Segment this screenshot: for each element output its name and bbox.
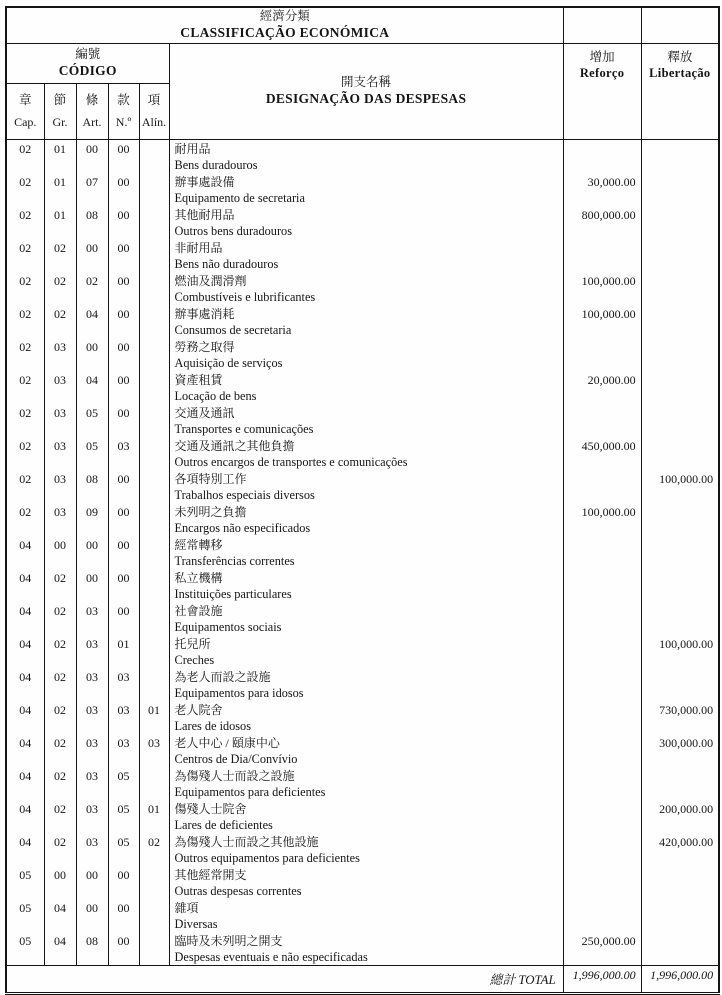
code-gr: 02 xyxy=(44,701,76,734)
code-n: 00 xyxy=(108,173,139,206)
designation-pt: Encargos não especificados xyxy=(174,520,311,535)
libertacao-amount xyxy=(641,767,719,800)
designation-zh: 勞務之取得 xyxy=(174,339,235,354)
table-row xyxy=(6,239,719,272)
designation-zh: 未列明之負擔 xyxy=(174,504,247,519)
designation-cell xyxy=(169,866,563,899)
code-gr: 03 xyxy=(44,470,76,503)
code-n: 00 xyxy=(108,338,139,371)
code-alin xyxy=(139,206,169,239)
designation-cell xyxy=(169,470,563,503)
title-zh: 經濟分類 xyxy=(259,9,310,24)
reforco-amount xyxy=(563,239,641,272)
designation-pt: Bens duradouros xyxy=(174,157,258,172)
code-gr: 03 xyxy=(44,338,76,371)
code-art: 04 xyxy=(76,371,108,404)
table-row xyxy=(6,635,719,668)
code-gr: 02 xyxy=(44,569,76,602)
code-n: 00 xyxy=(108,239,139,272)
code-n: 00 xyxy=(108,503,139,536)
libertacao-amount xyxy=(641,866,719,899)
designation-cell xyxy=(169,833,563,866)
code-art: 03 xyxy=(76,833,108,866)
code-cap: 02 xyxy=(6,437,44,470)
table-row xyxy=(6,668,719,701)
libertacao-amount: 200,000.00 xyxy=(641,800,719,833)
code-alin: 02 xyxy=(139,833,169,866)
code-cap: 02 xyxy=(6,404,44,437)
code-cap: 04 xyxy=(6,734,44,767)
code-alin xyxy=(139,635,169,668)
designation-pt: Equipamentos para deficientes xyxy=(174,784,326,799)
table-row xyxy=(6,800,719,833)
code-gr: 02 xyxy=(44,602,76,635)
designation-zh: 托兒所 xyxy=(174,636,211,651)
libertacao-amount xyxy=(641,206,719,239)
designation-cell xyxy=(169,635,563,668)
libertacao-amount xyxy=(641,371,719,404)
designation-pt: Outros encargos de transportes e comunicações xyxy=(174,454,408,469)
code-n: 00 xyxy=(108,206,139,239)
designation-zh: 老人中心 / 頤康中心 xyxy=(174,735,280,750)
code-gr: 04 xyxy=(44,932,76,966)
reforco-amount xyxy=(563,569,641,602)
designation-pt: Diversas xyxy=(174,916,218,931)
code-alin xyxy=(139,139,169,173)
code-cap: 02 xyxy=(6,239,44,272)
designation-cell xyxy=(169,206,563,239)
code-n: 00 xyxy=(108,602,139,635)
code-cap: 02 xyxy=(6,139,44,173)
reforco-amount xyxy=(563,701,641,734)
designation-zh: 臨時及未列明之開支 xyxy=(174,933,283,948)
code-art: 02 xyxy=(76,272,108,305)
libertacao-amount: 420,000.00 xyxy=(641,833,719,866)
designation-cell xyxy=(169,932,563,966)
designation-pt: Instituições particulares xyxy=(174,586,292,601)
code-art: 03 xyxy=(76,800,108,833)
libertacao-header: 釋放 Libertação xyxy=(641,43,719,139)
designation-zh: 各項特別工作 xyxy=(174,471,247,486)
libertacao-amount: 730,000.00 xyxy=(641,701,719,734)
table-body xyxy=(6,139,719,965)
table-row xyxy=(6,701,719,734)
codigo-group-header: 編號 CÓDIGO xyxy=(6,43,169,83)
code-gr: 02 xyxy=(44,635,76,668)
table-row xyxy=(6,932,719,966)
libertacao-amount: 300,000.00 xyxy=(641,734,719,767)
code-n: 00 xyxy=(108,404,139,437)
total-libertacao: 1,996,000.00 xyxy=(641,965,719,993)
reforco-amount xyxy=(563,734,641,767)
table-row xyxy=(6,206,719,239)
code-alin xyxy=(139,173,169,206)
reforco-amount: 30,000.00 xyxy=(563,173,641,206)
designation-zh: 燃油及潤滑劑 xyxy=(174,273,247,288)
libertacao-amount: 100,000.00 xyxy=(641,635,719,668)
reforco-amount xyxy=(563,767,641,800)
code-n: 05 xyxy=(108,833,139,866)
reforco-amount xyxy=(563,668,641,701)
designation-cell xyxy=(169,239,563,272)
table-row xyxy=(6,470,719,503)
code-gr: 02 xyxy=(44,239,76,272)
designation-cell xyxy=(169,371,563,404)
table-row xyxy=(6,602,719,635)
code-art: 03 xyxy=(76,701,108,734)
reforco-amount: 20,000.00 xyxy=(563,371,641,404)
designation-cell xyxy=(169,173,563,206)
code-cap: 04 xyxy=(6,635,44,668)
libertacao-amount xyxy=(641,139,719,173)
designation-pt: Locação de bens xyxy=(174,388,257,403)
code-gr: 01 xyxy=(44,206,76,239)
code-art: 00 xyxy=(76,239,108,272)
code-alin xyxy=(139,536,169,569)
designation-zh: 非耐用品 xyxy=(174,240,223,255)
designation-cell xyxy=(169,800,563,833)
libertacao-amount xyxy=(641,239,719,272)
code-art: 03 xyxy=(76,602,108,635)
table-row xyxy=(6,338,719,371)
code-art: 03 xyxy=(76,635,108,668)
code-gr: 02 xyxy=(44,668,76,701)
code-n: 00 xyxy=(108,932,139,966)
designation-pt: Consumos de secretaria xyxy=(174,322,292,337)
code-alin xyxy=(139,338,169,371)
code-n: 05 xyxy=(108,800,139,833)
code-alin xyxy=(139,899,169,932)
designation-pt: Lares de idosos xyxy=(174,718,251,733)
code-cap: 04 xyxy=(6,536,44,569)
designation-cell xyxy=(169,437,563,470)
code-gr: 04 xyxy=(44,899,76,932)
table-row xyxy=(6,833,719,866)
reforco-amount xyxy=(563,602,641,635)
code-alin xyxy=(139,239,169,272)
code-art: 03 xyxy=(76,734,108,767)
designation-zh: 雜項 xyxy=(174,900,199,915)
designation-zh: 老人院舍 xyxy=(174,702,223,717)
code-gr: 03 xyxy=(44,437,76,470)
designation-zh: 傷殘人士院舍 xyxy=(174,801,247,816)
code-art: 03 xyxy=(76,668,108,701)
table-row xyxy=(6,437,719,470)
code-gr: 02 xyxy=(44,272,76,305)
code-n: 00 xyxy=(108,305,139,338)
code-cap: 02 xyxy=(6,470,44,503)
code-n: 00 xyxy=(108,272,139,305)
designation-zh: 社會設施 xyxy=(174,603,223,618)
code-gr: 02 xyxy=(44,734,76,767)
reforco-amount xyxy=(563,635,641,668)
designation-cell xyxy=(169,404,563,437)
designation-pt: Outros bens duradouros xyxy=(174,223,292,238)
designation-zh: 私立機構 xyxy=(174,570,223,585)
designation-zh: 為老人而設之設施 xyxy=(174,669,271,684)
title-pt: CLASSIFICAÇÃO ECONÓMICA xyxy=(180,25,390,41)
reforco-amount xyxy=(563,833,641,866)
code-art: 07 xyxy=(76,173,108,206)
table-row xyxy=(6,536,719,569)
designation-pt: Transportes e comunicações xyxy=(174,421,314,436)
code-alin xyxy=(139,470,169,503)
designation-zh: 經常轉移 xyxy=(174,537,223,552)
code-n: 00 xyxy=(108,139,139,173)
code-n: 00 xyxy=(108,866,139,899)
group-header-row xyxy=(6,43,719,83)
code-art: 05 xyxy=(76,404,108,437)
designation-cell xyxy=(169,139,563,173)
code-alin xyxy=(139,932,169,966)
designation-pt: Creches xyxy=(174,652,215,667)
table-row xyxy=(6,503,719,536)
code-art: 00 xyxy=(76,536,108,569)
code-art: 00 xyxy=(76,139,108,173)
code-art: 00 xyxy=(76,569,108,602)
designation-pt: Equipamento de secretaria xyxy=(174,190,305,205)
libertacao-amount xyxy=(641,305,719,338)
libertacao-header-spacer xyxy=(641,7,719,43)
designation-cell xyxy=(169,338,563,371)
code-art: 00 xyxy=(76,866,108,899)
libertacao-amount xyxy=(641,173,719,206)
designation-cell xyxy=(169,734,563,767)
code-n: 03 xyxy=(108,668,139,701)
table-row xyxy=(6,272,719,305)
table-row xyxy=(6,173,719,206)
code-cap: 04 xyxy=(6,668,44,701)
designation-cell xyxy=(169,272,563,305)
code-alin xyxy=(139,404,169,437)
total-label: 總計 TOTAL xyxy=(6,965,563,993)
designation-cell xyxy=(169,536,563,569)
code-n: 03 xyxy=(108,437,139,470)
reforco-amount: 800,000.00 xyxy=(563,206,641,239)
reforco-header: 增加 Reforço xyxy=(563,43,641,139)
economic-classification-table xyxy=(5,6,720,995)
code-n: 00 xyxy=(108,470,139,503)
designation-pt: Centros de Dia/Convívio xyxy=(174,751,298,766)
designation-pt: Aquisição de serviços xyxy=(174,355,283,370)
designation-zh: 資產租賃 xyxy=(174,372,223,387)
code-n: 03 xyxy=(108,734,139,767)
code-alin xyxy=(139,866,169,899)
designation-cell xyxy=(169,899,563,932)
code-cap: 04 xyxy=(6,767,44,800)
libertacao-amount xyxy=(641,503,719,536)
designation-cell xyxy=(169,305,563,338)
designation-zh: 為傷殘人士而設之設施 xyxy=(174,768,295,783)
reforco-amount: 100,000.00 xyxy=(563,272,641,305)
code-alin xyxy=(139,569,169,602)
col-header-art: 條 Art. xyxy=(76,83,108,139)
code-art: 00 xyxy=(76,338,108,371)
designation-zh: 交通及通訊 xyxy=(174,405,235,420)
table-row xyxy=(6,767,719,800)
designation-pt: Equipamentos sociais xyxy=(174,619,282,634)
col-header-alin: 項 Alín. xyxy=(139,83,169,139)
designation-cell xyxy=(169,602,563,635)
code-gr: 02 xyxy=(44,833,76,866)
col-header-n: 款 N.º xyxy=(108,83,139,139)
code-cap: 02 xyxy=(6,173,44,206)
libertacao-amount: 100,000.00 xyxy=(641,470,719,503)
libertacao-amount xyxy=(641,338,719,371)
code-cap: 04 xyxy=(6,569,44,602)
designation-zh: 耐用品 xyxy=(174,141,211,156)
col-header-gr: 節 Gr. xyxy=(44,83,76,139)
code-gr: 02 xyxy=(44,767,76,800)
reforco-amount xyxy=(563,139,641,173)
designation-pt: Outras despesas correntes xyxy=(174,883,302,898)
designation-zh: 其他耐用品 xyxy=(174,207,235,222)
code-alin xyxy=(139,371,169,404)
code-n: 00 xyxy=(108,899,139,932)
designation-pt: Despesas eventuais e não especificadas xyxy=(174,949,368,964)
table-row xyxy=(6,371,719,404)
reforco-amount xyxy=(563,536,641,569)
code-art: 05 xyxy=(76,437,108,470)
code-gr: 00 xyxy=(44,536,76,569)
libertacao-amount xyxy=(641,602,719,635)
libertacao-amount xyxy=(641,272,719,305)
code-gr: 03 xyxy=(44,404,76,437)
code-alin: 01 xyxy=(139,800,169,833)
libertacao-amount xyxy=(641,569,719,602)
reforco-amount xyxy=(563,404,641,437)
code-cap: 05 xyxy=(6,866,44,899)
code-alin xyxy=(139,602,169,635)
designation-cell xyxy=(169,569,563,602)
designation-zh: 為傷殘人士而設之其他設施 xyxy=(174,834,319,849)
table-row xyxy=(6,899,719,932)
reforco-amount: 100,000.00 xyxy=(563,503,641,536)
reforco-amount: 250,000.00 xyxy=(563,932,641,966)
table-header xyxy=(6,7,719,139)
code-cap: 02 xyxy=(6,206,44,239)
designation-zh: 辦事處消耗 xyxy=(174,306,235,321)
code-art: 08 xyxy=(76,206,108,239)
code-cap: 02 xyxy=(6,503,44,536)
code-alin xyxy=(139,668,169,701)
designation-cell xyxy=(169,668,563,701)
title-row xyxy=(6,7,719,43)
table-row xyxy=(6,734,719,767)
libertacao-amount xyxy=(641,536,719,569)
code-cap: 02 xyxy=(6,338,44,371)
table-row xyxy=(6,404,719,437)
code-art: 03 xyxy=(76,767,108,800)
table-row xyxy=(6,139,719,173)
designation-cell xyxy=(169,767,563,800)
code-alin xyxy=(139,437,169,470)
col-header-cap: 章 Cap. xyxy=(6,83,44,139)
code-n: 05 xyxy=(108,767,139,800)
code-art: 08 xyxy=(76,932,108,966)
code-cap: 02 xyxy=(6,305,44,338)
libertacao-amount xyxy=(641,668,719,701)
designation-pt: Combustíveis e lubrificantes xyxy=(174,289,316,304)
code-art: 09 xyxy=(76,503,108,536)
reforco-amount xyxy=(563,338,641,371)
designation-zh: 其他經常開支 xyxy=(174,867,247,882)
designation-pt: Outros equipamentos para deficientes xyxy=(174,850,360,865)
code-art: 04 xyxy=(76,305,108,338)
reforco-amount xyxy=(563,470,641,503)
code-cap: 04 xyxy=(6,602,44,635)
designation-header: 開支名稱 DESIGNAÇÃO DAS DESPESAS xyxy=(169,43,563,139)
libertacao-amount xyxy=(641,932,719,966)
code-cap: 04 xyxy=(6,833,44,866)
designation-zh: 辦事處設備 xyxy=(174,174,235,189)
code-gr: 03 xyxy=(44,371,76,404)
reforco-amount: 450,000.00 xyxy=(563,437,641,470)
code-cap: 02 xyxy=(6,272,44,305)
designation-zh: 交通及通訊之其他負擔 xyxy=(174,438,295,453)
table-footer xyxy=(6,965,719,993)
libertacao-amount xyxy=(641,437,719,470)
code-alin xyxy=(139,767,169,800)
code-alin: 01 xyxy=(139,701,169,734)
reforco-amount xyxy=(563,800,641,833)
total-row xyxy=(6,965,719,993)
code-alin: 03 xyxy=(139,734,169,767)
code-art: 08 xyxy=(76,470,108,503)
designation-pt: Equipamentos para idosos xyxy=(174,685,304,700)
code-cap: 04 xyxy=(6,701,44,734)
reforco-header-spacer xyxy=(563,7,641,43)
table-row xyxy=(6,569,719,602)
designation-pt: Trabalhos especiais diversos xyxy=(174,487,315,502)
table-title xyxy=(6,7,563,43)
code-cap: 04 xyxy=(6,800,44,833)
reforco-amount xyxy=(563,899,641,932)
code-n: 00 xyxy=(108,371,139,404)
code-n: 01 xyxy=(108,635,139,668)
code-art: 00 xyxy=(76,899,108,932)
designation-pt: Bens não duradouros xyxy=(174,256,279,271)
code-gr: 02 xyxy=(44,800,76,833)
table-row xyxy=(6,305,719,338)
code-cap: 02 xyxy=(6,371,44,404)
code-n: 00 xyxy=(108,536,139,569)
reforco-amount xyxy=(563,866,641,899)
code-gr: 01 xyxy=(44,173,76,206)
code-gr: 02 xyxy=(44,305,76,338)
code-alin xyxy=(139,305,169,338)
designation-cell xyxy=(169,503,563,536)
libertacao-amount xyxy=(641,404,719,437)
table-row xyxy=(6,866,719,899)
reforco-amount: 100,000.00 xyxy=(563,305,641,338)
code-gr: 03 xyxy=(44,503,76,536)
code-cap: 05 xyxy=(6,932,44,966)
total-reforco: 1,996,000.00 xyxy=(563,965,641,993)
code-cap: 05 xyxy=(6,899,44,932)
libertacao-amount xyxy=(641,899,719,932)
code-gr: 00 xyxy=(44,866,76,899)
designation-pt: Transferências correntes xyxy=(174,553,295,568)
designation-pt: Lares de deficientes xyxy=(174,817,273,832)
code-n: 03 xyxy=(108,701,139,734)
code-alin xyxy=(139,272,169,305)
code-gr: 01 xyxy=(44,139,76,173)
code-alin xyxy=(139,503,169,536)
designation-cell xyxy=(169,701,563,734)
code-n: 00 xyxy=(108,569,139,602)
